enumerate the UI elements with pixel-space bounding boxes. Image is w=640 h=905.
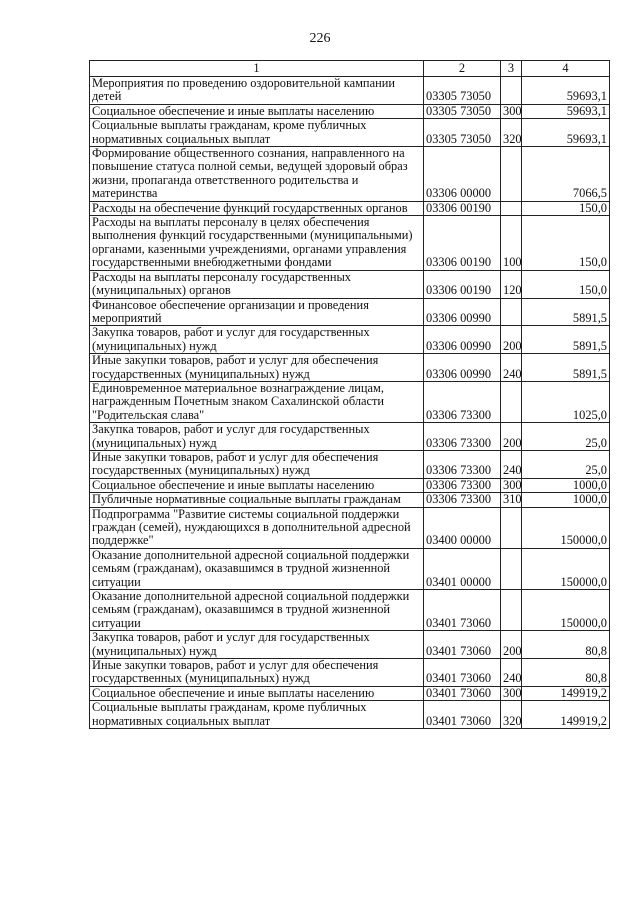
row-code: 03306 73300	[424, 423, 501, 451]
row-name: Подпрограмма "Развитие системы социальной поддержки граждан (семей), нуждающихся в дополнительной адресной поддержке"	[90, 507, 424, 548]
row-code: 03306 00190	[424, 216, 501, 271]
row-code: 03400 00000	[424, 507, 501, 548]
row-expense-type: 300	[501, 104, 522, 118]
row-code: 03401 00000	[424, 548, 501, 589]
table-row	[90, 381, 610, 422]
row-amount: 1025,0	[522, 381, 610, 422]
row-amount: 150,0	[522, 201, 610, 215]
row-name: Расходы на выплаты персоналу государственных (муниципальных) органов	[90, 270, 424, 298]
row-expense-type: 200	[501, 423, 522, 451]
row-expense-type	[501, 381, 522, 422]
table-row	[90, 298, 610, 326]
row-code: 03305 73050	[424, 119, 501, 147]
row-expense-type: 240	[501, 450, 522, 478]
row-expense-type	[501, 147, 522, 202]
table-row	[90, 119, 610, 147]
row-name: Социальные выплаты гражданам, кроме публичных нормативных социальных выплат	[90, 701, 424, 729]
row-expense-type: 200	[501, 326, 522, 354]
column-header: 3	[501, 61, 522, 77]
table-row	[90, 104, 610, 118]
row-name: Иные закупки товаров, работ и услуг для обеспечения государственных (муниципальных) нужд	[90, 659, 424, 687]
row-amount: 150,0	[522, 270, 610, 298]
row-amount: 1000,0	[522, 478, 610, 492]
row-code: 03306 73300	[424, 493, 501, 507]
page-number: 226	[309, 31, 331, 46]
row-amount: 149919,2	[522, 686, 610, 700]
row-amount: 59693,1	[522, 104, 610, 118]
row-name: Финансовое обеспечение организации и проведения мероприятий	[90, 298, 424, 326]
row-name: Социальное обеспечение и иные выплаты населению	[90, 478, 424, 492]
row-name: Иные закупки товаров, работ и услуг для обеспечения государственных (муниципальных) нужд	[90, 450, 424, 478]
row-name: Закупка товаров, работ и услуг для государственных (муниципальных) нужд	[90, 631, 424, 659]
column-header: 2	[424, 61, 501, 77]
table-row	[90, 270, 610, 298]
row-code: 03306 00990	[424, 326, 501, 354]
row-code: 03306 00990	[424, 354, 501, 382]
row-expense-type: 320	[501, 119, 522, 147]
row-expense-type: 300	[501, 686, 522, 700]
row-amount: 5891,5	[522, 326, 610, 354]
row-amount: 80,8	[522, 631, 610, 659]
row-name: Социальное обеспечение и иные выплаты населению	[90, 686, 424, 700]
row-name: Оказание дополнительной адресной социальной поддержки семьям (гражданам), оказавшимся в трудной жизненной ситуации	[90, 590, 424, 631]
table-row	[90, 507, 610, 548]
row-expense-type: 320	[501, 701, 522, 729]
row-amount: 25,0	[522, 423, 610, 451]
table-row	[90, 147, 610, 202]
row-code: 03305 73050	[424, 77, 501, 105]
row-code: 03306 00190	[424, 201, 501, 215]
row-code: 03306 00190	[424, 270, 501, 298]
row-code: 03306 00000	[424, 147, 501, 202]
row-code: 03401 73060	[424, 590, 501, 631]
row-expense-type: 240	[501, 659, 522, 687]
row-amount: 150000,0	[522, 548, 610, 589]
row-expense-type	[501, 298, 522, 326]
row-name: Оказание дополнительной адресной социальной поддержки семьям (гражданам), оказавшимся в трудной жизненной ситуации	[90, 548, 424, 589]
budget-table	[89, 60, 610, 729]
row-amount: 80,8	[522, 659, 610, 687]
table-row	[90, 326, 610, 354]
column-header: 1	[90, 61, 424, 77]
row-code: 03401 73060	[424, 631, 501, 659]
row-amount: 25,0	[522, 450, 610, 478]
table-row	[90, 701, 610, 729]
row-code: 03401 73060	[424, 659, 501, 687]
row-expense-type	[501, 77, 522, 105]
table-row	[90, 686, 610, 700]
row-code: 03306 73300	[424, 478, 501, 492]
row-name: Закупка товаров, работ и услуг для государственных (муниципальных) нужд	[90, 326, 424, 354]
table-header-row	[90, 61, 610, 77]
row-expense-type: 200	[501, 631, 522, 659]
row-amount: 150,0	[522, 216, 610, 271]
row-amount: 59693,1	[522, 119, 610, 147]
row-amount: 150000,0	[522, 507, 610, 548]
row-amount: 150000,0	[522, 590, 610, 631]
row-name: Формирование общественного сознания, направленного на повышение статуса полной семьи, ведущей здоровый образ жизни, пропаганда ответственного родительства и материнства	[90, 147, 424, 202]
row-name: Единовременное материальное вознаграждение лицам, награжденным Почетным знаком Сахалинской области "Родительская слава"	[90, 381, 424, 422]
row-expense-type	[501, 201, 522, 215]
table-row	[90, 450, 610, 478]
row-expense-type: 120	[501, 270, 522, 298]
row-amount: 7066,5	[522, 147, 610, 202]
row-name: Расходы на обеспечение функций государственных органов	[90, 201, 424, 215]
row-expense-type: 300	[501, 478, 522, 492]
table-row	[90, 216, 610, 271]
row-code: 03306 73300	[424, 450, 501, 478]
row-name: Социальные выплаты гражданам, кроме публичных нормативных социальных выплат	[90, 119, 424, 147]
table-row	[90, 354, 610, 382]
row-amount: 5891,5	[522, 298, 610, 326]
table-row	[90, 201, 610, 215]
row-code: 03305 73050	[424, 104, 501, 118]
row-amount: 59693,1	[522, 77, 610, 105]
table-row	[90, 590, 610, 631]
row-name: Социальное обеспечение и иные выплаты населению	[90, 104, 424, 118]
table-row	[90, 548, 610, 589]
table-row	[90, 659, 610, 687]
row-amount: 149919,2	[522, 701, 610, 729]
row-expense-type: 100	[501, 216, 522, 271]
row-code: 03306 00990	[424, 298, 501, 326]
row-name: Расходы на выплаты персоналу в целях обеспечения выполнения функций государственными (муниципальными) органами, казенными учреждениями, органами управления государственными внебюджетными фондами	[90, 216, 424, 271]
row-name: Мероприятия по проведению оздоровительной кампании детей	[90, 77, 424, 105]
row-expense-type: 240	[501, 354, 522, 382]
row-amount: 1000,0	[522, 493, 610, 507]
table-row	[90, 631, 610, 659]
row-code: 03401 73060	[424, 701, 501, 729]
row-name: Закупка товаров, работ и услуг для государственных (муниципальных) нужд	[90, 423, 424, 451]
row-code: 03306 73300	[424, 381, 501, 422]
table-row	[90, 77, 610, 105]
table-row	[90, 478, 610, 492]
row-name: Публичные нормативные социальные выплаты гражданам	[90, 493, 424, 507]
row-expense-type	[501, 590, 522, 631]
row-amount: 5891,5	[522, 354, 610, 382]
row-name: Иные закупки товаров, работ и услуг для обеспечения государственных (муниципальных) нужд	[90, 354, 424, 382]
column-header: 4	[522, 61, 610, 77]
row-code: 03401 73060	[424, 686, 501, 700]
row-expense-type	[501, 507, 522, 548]
row-expense-type	[501, 548, 522, 589]
table-row	[90, 493, 610, 507]
table-row	[90, 423, 610, 451]
row-expense-type: 310	[501, 493, 522, 507]
